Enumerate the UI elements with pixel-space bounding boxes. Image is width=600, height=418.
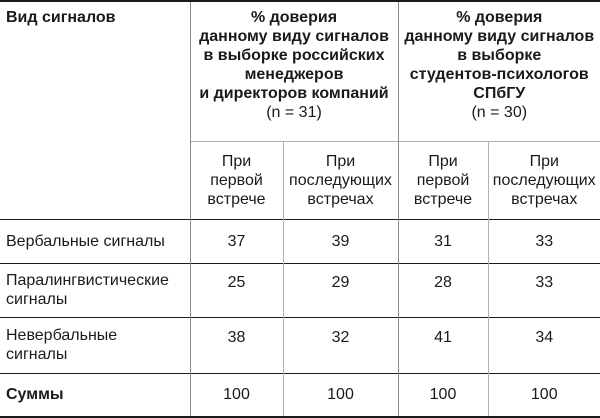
cell-value: 39 [283,219,398,263]
cell-value: 38 [190,317,283,373]
header-group-students-line: (n = 30) [399,103,600,122]
cell-value: 28 [398,263,488,317]
cell-value: 37 [190,219,283,263]
subheader-first-meeting [398,141,488,219]
cell-value: 31 [398,219,488,263]
cell-value: 34 [488,317,600,373]
row-label-line: Невербальные [6,326,190,345]
subheader-line: первой [191,171,283,190]
row-label [0,263,190,317]
row-label-line: сигналы [6,290,190,309]
subheader-line: встречах [284,190,398,209]
row-label-line: сигналы [6,345,190,364]
header-group-managers [190,1,398,141]
row-label [0,317,190,373]
subheader-next-meetings [283,141,398,219]
cell-value: 33 [488,263,600,317]
cell-value: 25 [190,263,283,317]
cell-value: 100 [283,373,398,417]
row-label [0,219,190,263]
header-group-managers-line: данному виду сигналов [191,27,398,46]
cell-value: 41 [398,317,488,373]
subheader-line: При [399,152,488,171]
subheader-line: При [489,152,600,171]
cell-value: 100 [190,373,283,417]
header-group-managers-line: и директоров компаний [191,84,398,103]
header-group-managers-line: менеджеров [191,65,398,84]
header-signal-type: Вид сигналов [0,1,190,219]
cell-value: 32 [283,317,398,373]
header-group-students-line: в выборке [399,46,600,65]
header-group-managers-line: % доверия [191,8,398,27]
row-label-line: Вербальные сигналы [6,232,190,251]
cell-value: 33 [488,219,600,263]
subheader-line: встречах [489,190,600,209]
row-label-totals [0,373,190,417]
row-label-line: Паралингвистические [6,271,190,290]
subheader-line: встрече [191,190,283,209]
table-row [0,219,600,263]
subheader-line: При [284,152,398,171]
subheader-first-meeting [190,141,283,219]
header-group-students-line: СПбГУ [399,84,600,103]
subheader-next-meetings [488,141,600,219]
subheader-line: первой [399,171,488,190]
table-row [0,263,600,317]
table-row [0,317,600,373]
header-group-students-line: % доверия [399,8,600,27]
table-row-totals [0,373,600,417]
header-group-students-line: данному виду сигналов [399,27,600,46]
subheader-line: последующих [489,171,600,190]
cell-value: 100 [398,373,488,417]
row-label-line: Суммы [6,385,190,404]
cell-value: 29 [283,263,398,317]
header-group-managers-line: в выборке российских [191,46,398,65]
header-group-students [398,1,600,141]
subheader-line: последующих [284,171,398,190]
header-group-students-line: студентов-психологов [399,65,600,84]
cell-value: 100 [488,373,600,417]
subheader-line: При [191,152,283,171]
subheader-line: встрече [399,190,488,209]
header-group-managers-line: (n = 31) [191,103,398,122]
